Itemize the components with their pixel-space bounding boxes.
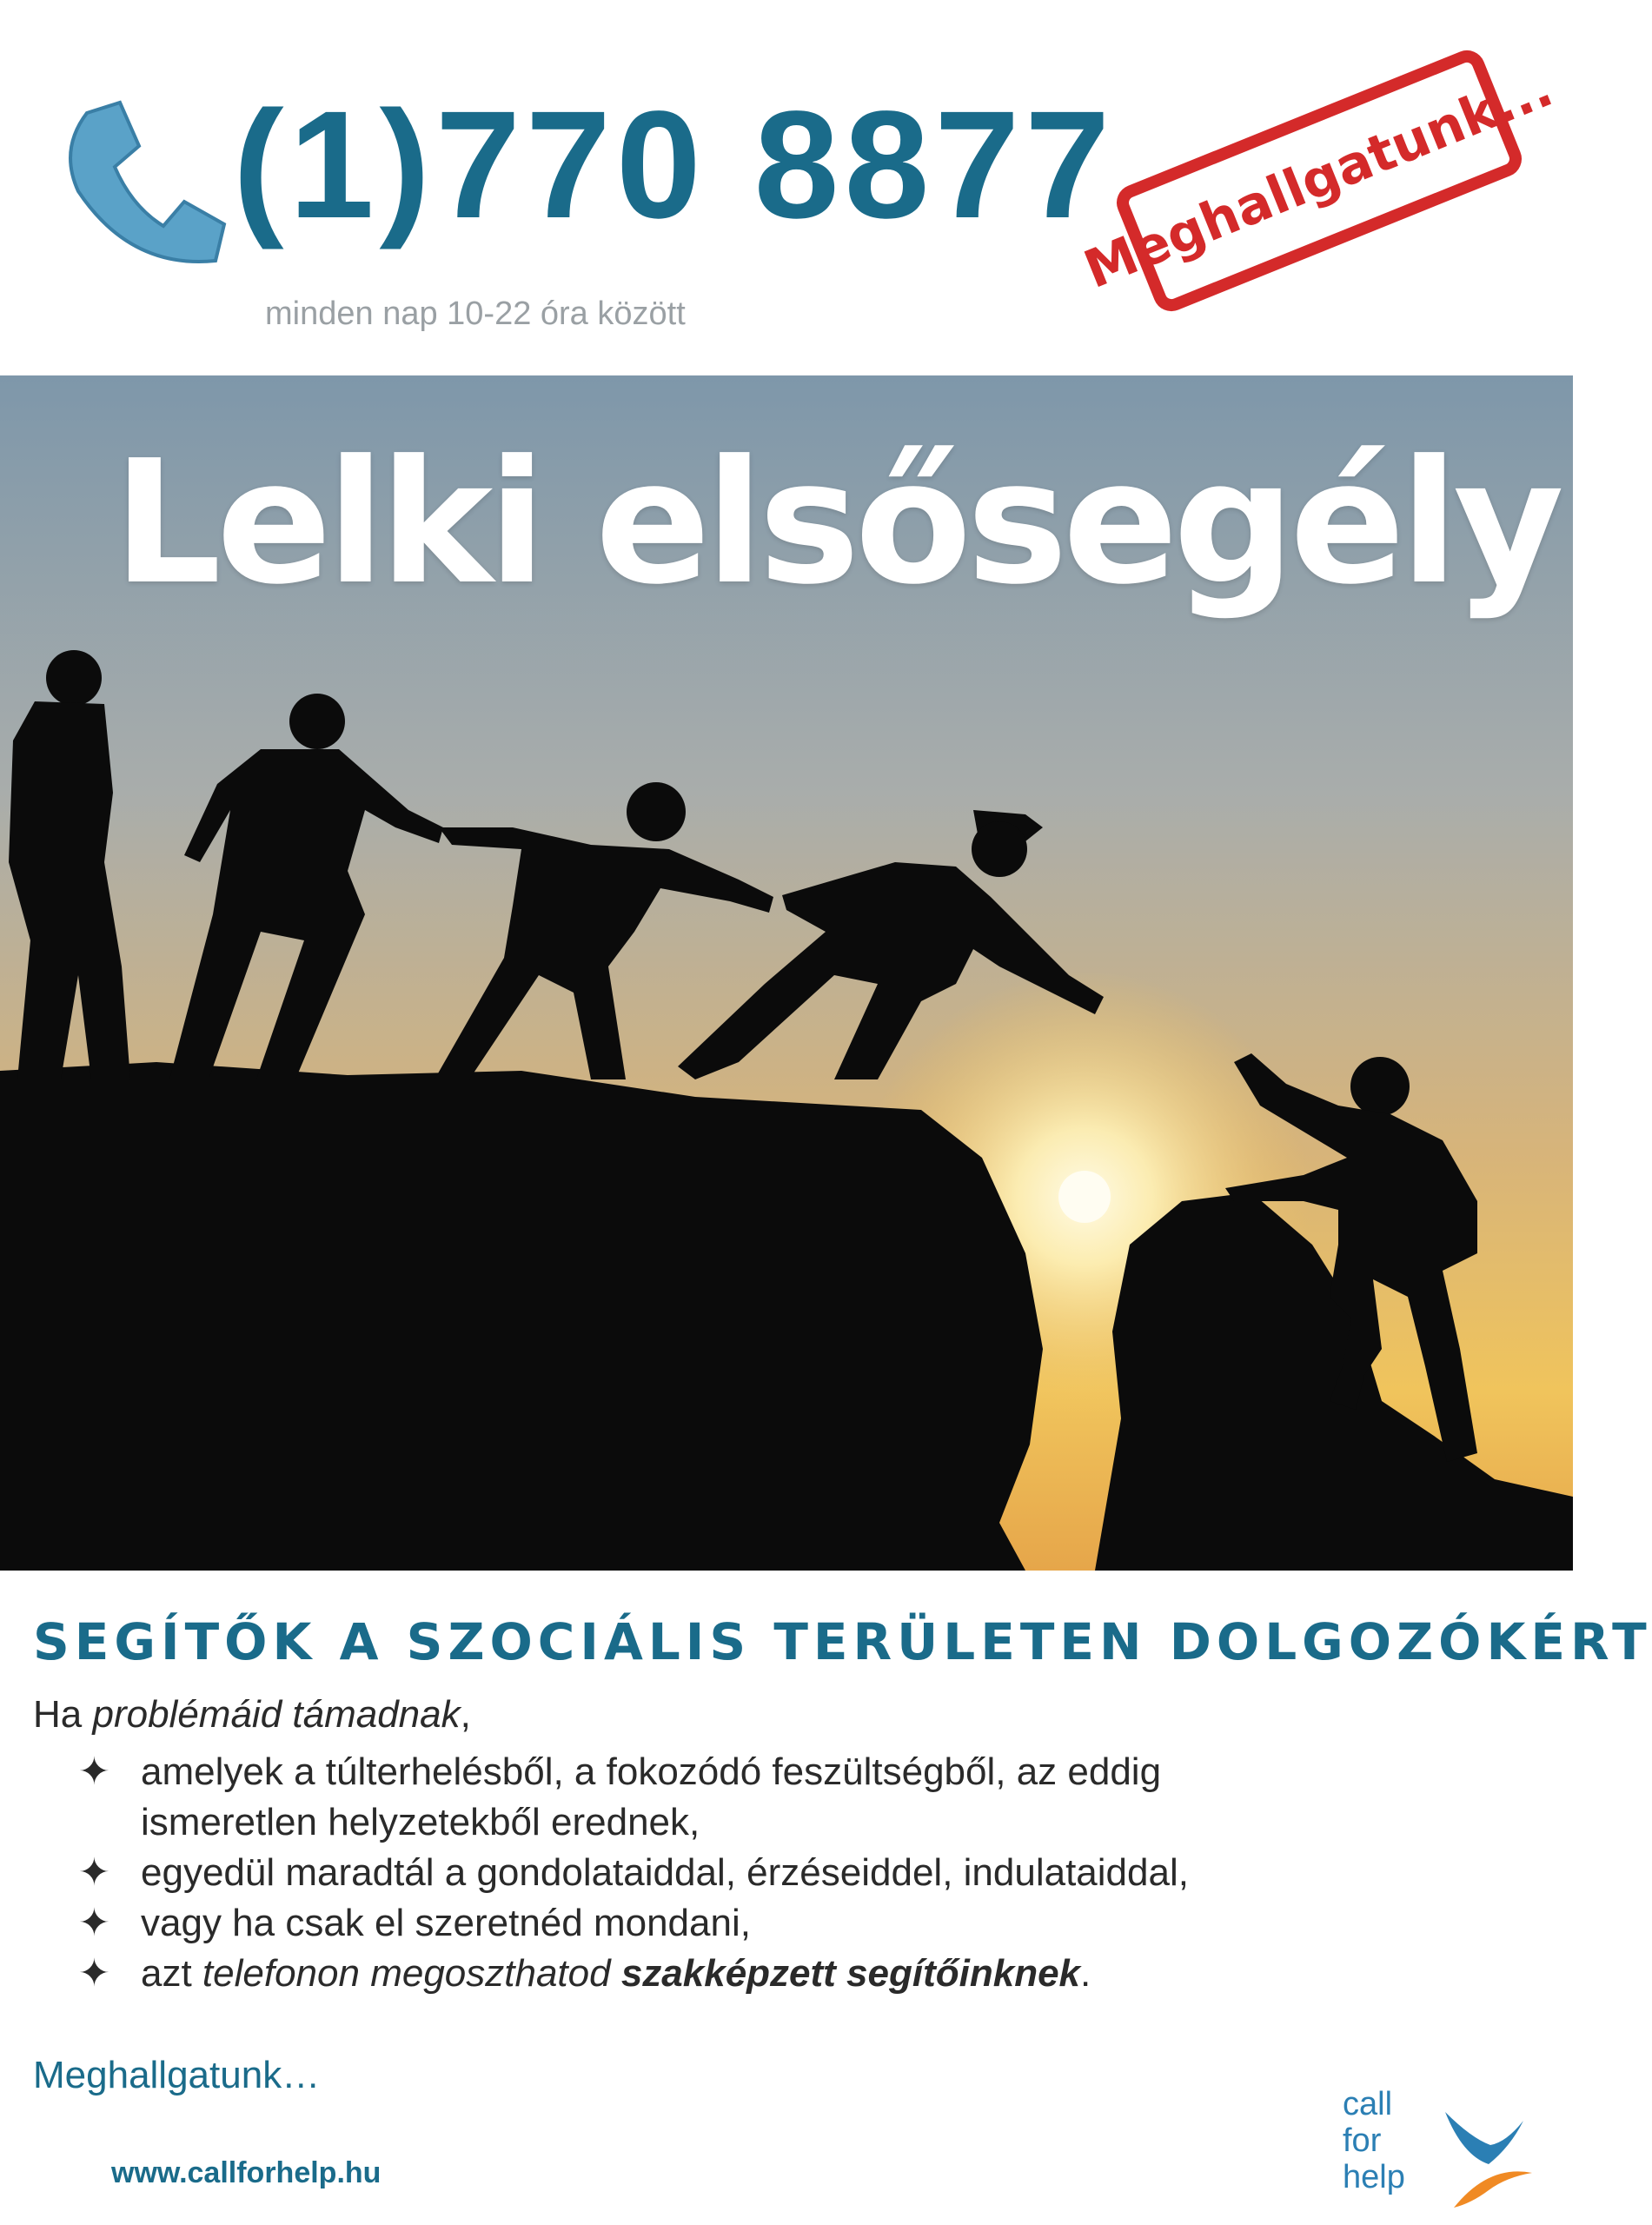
intro-prefix: Ha	[33, 1693, 93, 1736]
telephone-handset-icon	[52, 96, 226, 269]
hero-image	[0, 375, 1573, 1571]
logo-line-call: call	[1343, 2086, 1393, 2122]
phone-number[interactable]: (1)770 8877	[233, 80, 1116, 250]
section-subtitle: SEGÍTŐK A SZOCIÁLIS TERÜLETEN DOLGOZÓKÉRT	[33, 1612, 1652, 1671]
closing-text: Meghallgatunk…	[33, 2054, 321, 2096]
hero-title: Lelki elsősegély	[113, 424, 1559, 622]
list-item	[78, 1898, 1531, 1949]
bullet-1-line-2: ismeretlen helyzetekből erednek,	[141, 1801, 700, 1843]
star-bullet-icon: ✦	[78, 1750, 110, 1794]
bullet-4-space	[611, 1952, 621, 1995]
website-link[interactable]: www.callforhelp.hu	[111, 2156, 381, 2189]
intro-sentence	[33, 1693, 471, 1737]
logo-line-help: help	[1343, 2159, 1405, 2195]
bullet-4-suffix: .	[1080, 1952, 1091, 1995]
star-bullet-icon: ✦	[78, 1901, 110, 1945]
logo-text	[1343, 2086, 1405, 2195]
bullet-list	[78, 1747, 1531, 1999]
bullet-3-text: vagy ha csak el szeretnéd mondani,	[141, 1902, 751, 1944]
bullet-4-prefix: azt	[141, 1952, 202, 1995]
bullet-1-line-1: amelyek a túlterhelésből, a fokozódó feszültségből, az eddig	[141, 1750, 1162, 1793]
stamp-graphic	[1076, 50, 1562, 311]
svg-text:Meghallgatunk...: Meghallgatunk...	[1076, 57, 1562, 302]
star-bullet-icon: ✦	[78, 1850, 110, 1895]
bullet-4-bold: szakképzett segítőinknek	[620, 1952, 1081, 1995]
bird-hand-icon	[1428, 2095, 1541, 2216]
star-bullet-icon: ✦	[78, 1951, 110, 1996]
logo-line-for: for	[1343, 2122, 1382, 2159]
list-item	[78, 1848, 1531, 1898]
intro-italic: problémáid támadnak	[92, 1693, 461, 1736]
bullet-4-italic: telefonon megoszthatod	[202, 1952, 611, 1995]
opening-hours: minden nap 10-22 óra között	[265, 296, 686, 332]
call-for-help-logo	[1334, 2086, 1551, 2225]
list-item	[78, 1747, 1531, 1848]
intro-suffix: ,	[460, 1693, 471, 1736]
list-item	[78, 1949, 1531, 1999]
bullet-2-text: egyedül maradtál a gondolataiddal, érzéseiddel, indulataiddal,	[141, 1851, 1189, 1894]
